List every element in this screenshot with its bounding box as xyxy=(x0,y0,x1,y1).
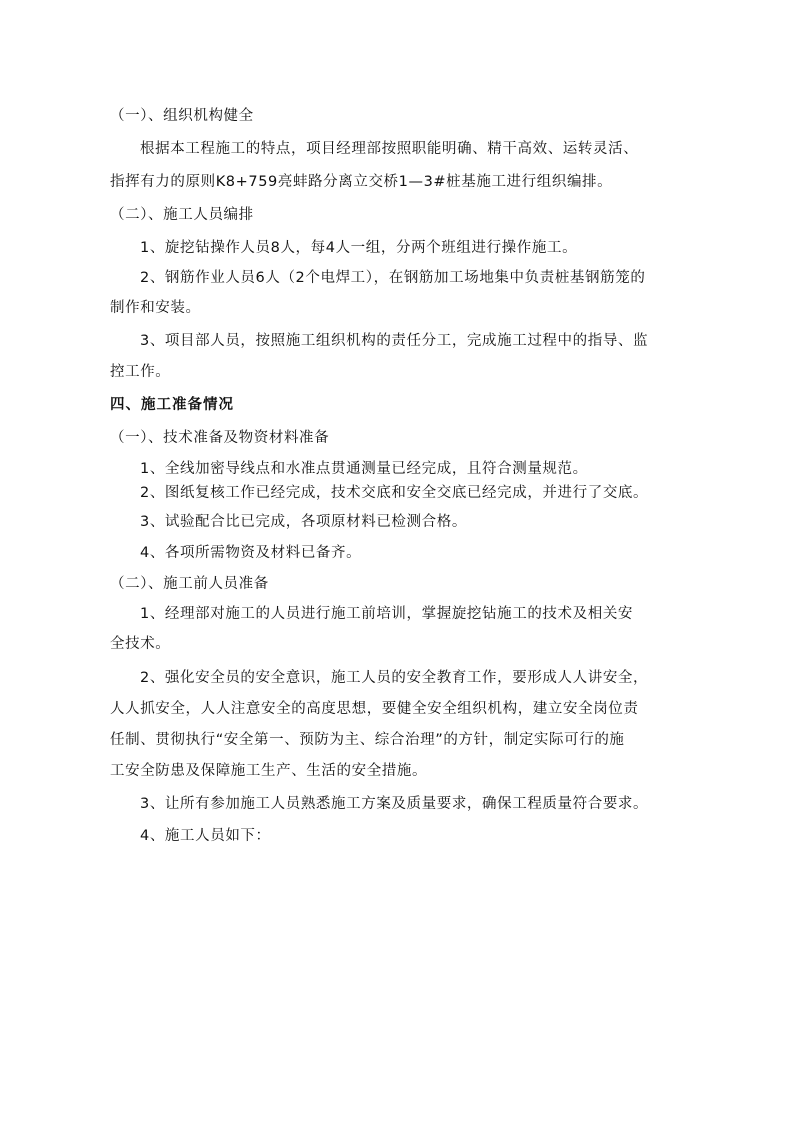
list-item: 3、试验配合比已完成，各项原材料已检测合格。 xyxy=(140,514,467,530)
section-heading-personnel-prep: （二）、施工前人员准备 xyxy=(110,576,269,592)
paragraph-line: 根据本工程施工的特点，项目经理部按照职能明确、精干高效、运转灵活、 xyxy=(140,141,639,157)
paragraph-line: 控工作。 xyxy=(110,364,171,380)
list-item: 4、施工人员如下： xyxy=(140,828,271,844)
paragraph-line: 全技术。 xyxy=(110,636,171,652)
paragraph-line: 指挥有力的原则K8+759亮蚌路分离立交桥1—3#桩基施工进行组织编排。 xyxy=(110,174,613,190)
paragraph-line: 制作和安装。 xyxy=(110,300,201,316)
list-item: 1、旋挖钻操作人员8人，每4人一组，分两个班组进行操作施工。 xyxy=(140,240,578,256)
section-heading-staffing: （二）、施工人员编排 xyxy=(110,207,254,223)
paragraph-line: 人人抓安全，人人注意安全的高度思想，要健全安全组织机构，建立安全岗位责 xyxy=(110,701,639,717)
list-item: 2、图纸复核工作已经完成，技术交底和安全交底已经完成，并进行了交底。 xyxy=(140,485,649,501)
list-item: 4、各项所需物资及材料已备齐。 xyxy=(140,545,362,561)
list-item: 1、经理部对施工的人员进行施工前培训，掌握旋挖钻施工的技术及相关安 xyxy=(140,606,634,622)
chapter-heading: 四、施工准备情况 xyxy=(110,397,234,413)
list-item: 3、项目部人员，按照施工组织机构的责任分工，完成施工过程中的指导、监 xyxy=(140,333,649,349)
list-item: 2、强化安全员的安全意识，施工人员的安全教育工作，要形成人人讲安全， xyxy=(140,670,649,686)
list-item: 2、钢筋作业人员6人（2个电焊工），在钢筋加工场地集中负责桩基钢筋笼的 xyxy=(140,270,646,286)
paragraph-line: 工安全防患及保障施工生产、生活的安全措施。 xyxy=(110,763,428,779)
section-heading-technical-prep: （一）、技术准备及物资材料准备 xyxy=(110,430,330,446)
paragraph-line: 任制、贯彻执行“安全第一、预防为主、综合治理”的方针，制定实际可行的施 xyxy=(110,732,625,748)
list-item: 3、让所有参加施工人员熟悉施工方案及质量要求，确保工程质量符合要求。 xyxy=(140,796,649,812)
section-heading-organization: （一）、组织机构健全 xyxy=(110,108,254,124)
list-item: 1、全线加密导线点和水准点贯通测量已经完成，且符合测量规范。 xyxy=(140,461,588,477)
